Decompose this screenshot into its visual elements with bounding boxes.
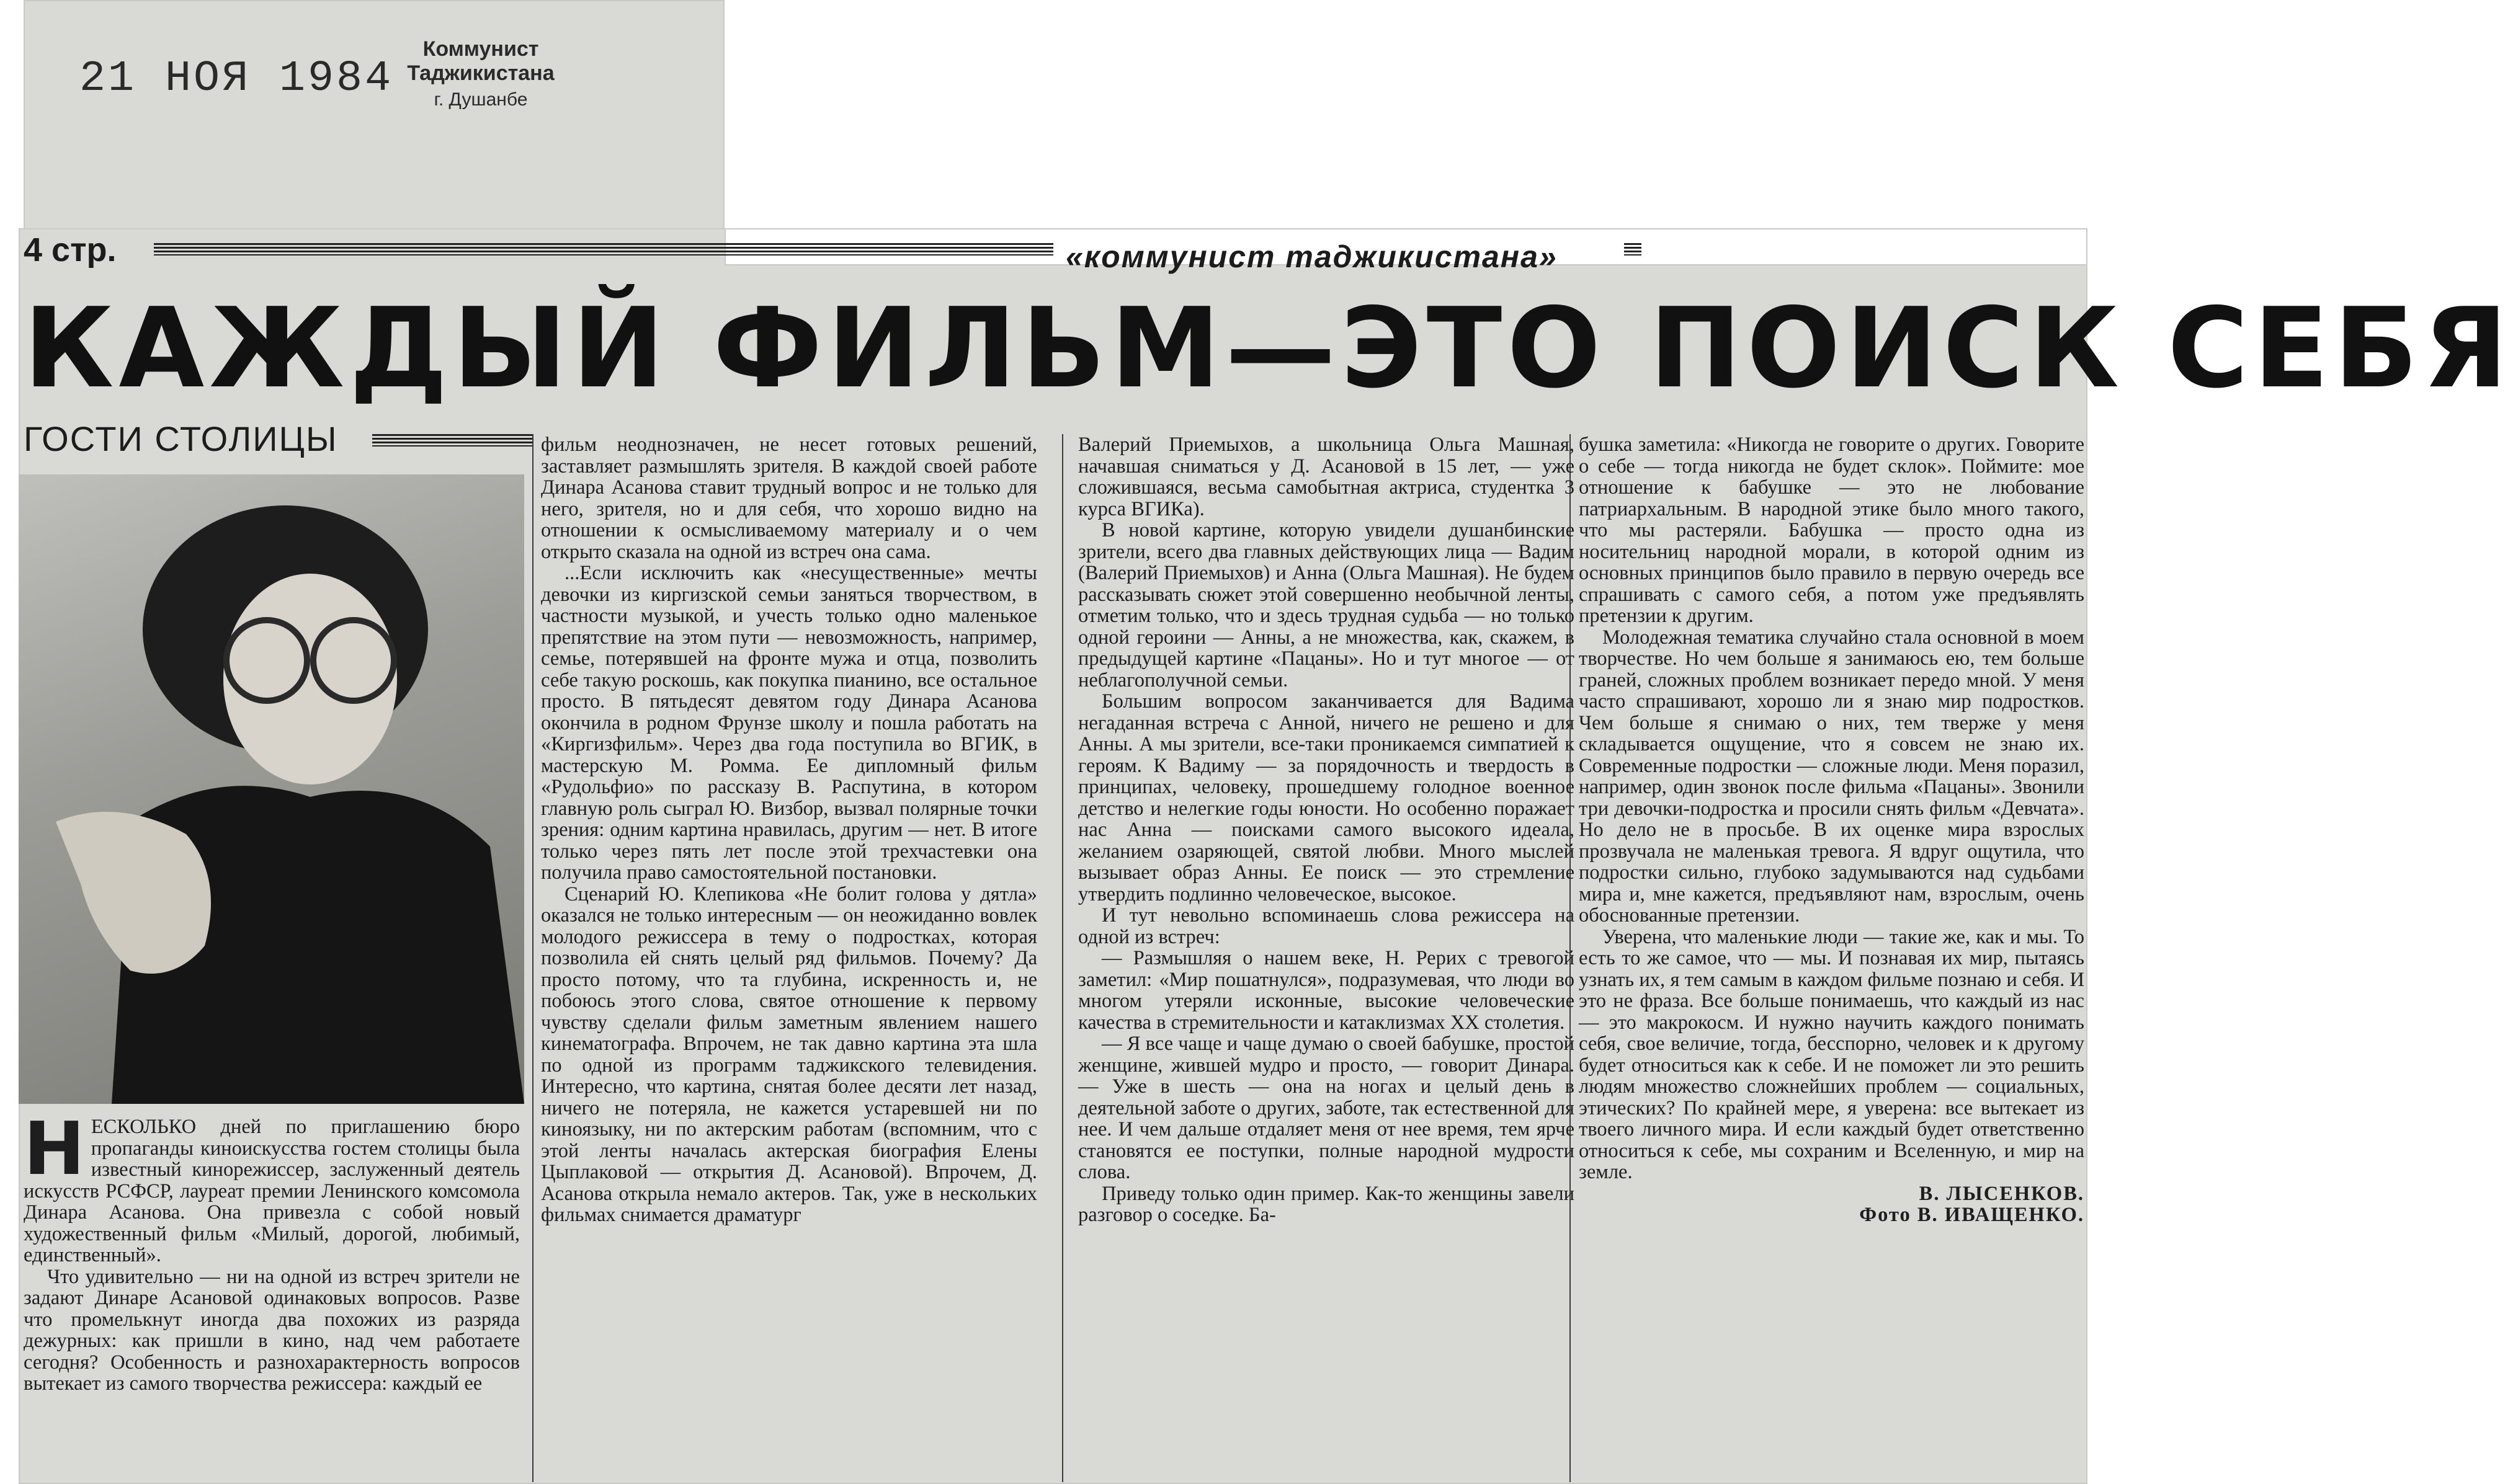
paragraph: Сценарий Ю. Клепикова «Не болит голова у дятла» оказался не только интересным — он неожиданно вовлек молодого режиссера в тему о подростках, которая позволила ей снять целый ряд фильмов. Почему? Да просто потому, что та глубина, искренность и, не побоюсь этого слова, святое отношение к первому чувству сделали фильм заметным явлением нашего кинематографа. Впрочем, не так давно картина эта шла по одной из программ таджикского телевидения. Интересно, что картина, снятая более десяти лет назад, ничего не потеряла, не кажется устаревшей ни по киноязыку, ни по актерским работам (вспомним, что с этой ленты началась актерская биография Елены Цыплаковой — открытия Д. Асановой). Впрочем, Д. Асанова открыла немало актеров. Так, уже в нескольких фильмах снимается драматург (541, 882, 1037, 1226)
paragraph: В новой картине, которую увидели душанбинские зрители, всего два главных действующих лица — Вадим (Валерий Приемыхов) и Анна (Ольга Машная). Не будем рассказывать сюжет этой совершенно необычной ленты, отметим только, что и здесь трудная судьба — но только одной героини — Анны, а не множества, как, скажем, в предыдущей картине «Пацаны». Но и тут многое — от неблагополучной семьи. (1078, 519, 1574, 691)
face-shape (223, 574, 397, 784)
paragraph: И тут невольно вспоминаешь слова режиссера на одной из встреч: (1078, 904, 1574, 948)
column-rule-2 (1062, 434, 1063, 1482)
paragraph: ...Если исключить как «несущественные» мечты девочки из киргизской семьи заняться творчеством, в частности музыкой, и учесть только одно маленькое препятствие на этом пути — невозможность, например, семье, потерявшей на фронте мужа и отца, позволить себе такую роскошь, как покупка пианино, все остальное просто. В пятьдесят девятом году Динара Асанова окончила в родном Фрунзе школу и пошла работать на «Киргизфильм». Через два года поступила во ВГИК, в мастерскую М. Ромма. Ее дипломный фильм «Рудольфио» по рассказу В. Распутина, в котором главную роль сыграл Ю. Визбор, вызвал полярные точки зрения: одним картина нравилась, другим — нет. В итоге только через пять лет после этой трехчастевки она получила право самостоятельной постановки. (541, 562, 1037, 884)
lead-text: ЕСКОЛЬКО дней по приглашению бюро пропаганды киноискусства гостем столицы была известный кинорежиссер, заслуженный деятель искусств РСФСР, лауреат премии Ленинского комсомола Динара Асанова. Она привезла с собой новый художественный фильм «Милый, дорогой, любимый, единственный». (24, 1116, 520, 1266)
column-rule-1 (532, 434, 533, 1482)
paragraph: — Я все чаще и чаще думаю о своей бабушке, простой женщине, жившей мудро и просто, — говорит Динара. — Уже в шесть — она на ногах и целый день в деятельной заботе о других, заботе, так естественной для нее. И чем дальше отдаляет меня от нее время, тем ярче становятся ее поступки, полные народной мудрости слова. (1078, 1033, 1574, 1183)
newspaper-name: «коммунист таджикистана» (1066, 239, 1558, 274)
column-4 (1579, 434, 2084, 1226)
paragraph: Уверена, что маленькие люди — такие же, как и мы. То есть то же самое, что — мы. И познавая их мир, пытаясь узнать их, я тем самым в каждом фильме познаю и себя. И это не фраза. Все больше понимаешь, что каждый из нас — это макрокосм. И нужно научить каждого понимать себя, свое величие, тогда, бесспорно, человек и к другому будет относиться как к себе. И не поможет ли это решить людям множество сложнейших проблем — социальных, этических? По крайней мере, я уверена: все вытекает из твоего личного мира. И если каждый будет ответственно относиться к себе, мы сохраним и Вселенную, и мир на земле. (1579, 925, 2084, 1183)
paragraph: Что удивительно — ни на одной из встреч зрители не задают Динаре Асановой одинаковых вопросов. Разве что промелькнут иногда два похожих из разряда дежурных: как пришли в кино, над чем работаете сегодня? Особенность и разнохарактерность вопросов вытекает из самого творчества режиссера: каждый ее (24, 1265, 520, 1395)
byline-photo: Фото В. ИВАЩЕНКО. (1859, 1204, 2084, 1226)
article-headline: КАЖДЫЙ ФИЛЬМ—ЭТО ПОИСК СЕБЯ (24, 284, 2513, 412)
date-stamp: 21 НОЯ 1984 (79, 55, 394, 104)
portrait-illustration (19, 474, 524, 1104)
paragraph: Молодежная тематика случайно стала основной в моем творчестве. Но чем больше я занимаюсь ею, тем больше граней, сложных проблем возникает передо мной. У меня часто спрашивают, хорошо ли я знаю мир подростков. Чем больше я снимаю о них, тем тверже у меня складывается ощущение, что я совсем не знаю их. Современные подростки — сложные люди. Меня поразил, например, один звонок после фильма «Пацаны». Звонили три девочки-подростка и просили снять фильм «Девчата». Но дело не в просьбе. В их оценке мира взрослых прозвучала не маленькая тревога. Я вдруг ощутила, что подростки сильно, глубоко задумываются над судьбами мира и, мне кажется, предъявляют нам, взрослым, очень обоснованные претензии. (1579, 626, 2084, 926)
paragraph: Валерий Приемыхов, а школьница Ольга Машная, начавшая сниматься у Д. Асановой в 15 лет, — уже сложившаяся, весьма самобытная актриса, студентка 3 курса ВГИКа). (1078, 433, 1574, 520)
column-3 (1078, 434, 1574, 1226)
paragraph: Приведу только один пример. Как-то женщины завели разговор о соседке. Ба- (1078, 1182, 1574, 1226)
paragraph: — Размышляя о нашем веке, Н. Рерих с тревогой заметил: «Мир пошатнулся», подразумевая, что люди во многом утеряли исконные, высокие человеческие качества в стремительности и катаклизмах XX столетия. (1078, 947, 1574, 1034)
paragraph: Большим вопросом заканчивается для Вадима негаданная встреча с Анной, ничего не решено и для Анны. А мы зрители, все-таки проникаемся симпатией к героям. К Вадиму — за порядочность и твердость в принципах, человеку, прошедшему голодное военное детство и нелегкие годы юности. Но особенно поражает нас Анна — поисками самого высокого идеала, желанием озаряющей, святой любви. Много мыслей вызывает образ Анны. Ее поиск — это стремление утвердить подлинно человеческое, высокое. (1078, 690, 1574, 905)
drop-cap: Н (24, 1106, 85, 1191)
stamp-city: г. Душанбе (434, 89, 528, 110)
portrait-photo (19, 474, 524, 1104)
hand-shape (56, 812, 211, 974)
column-2 (541, 434, 1037, 1226)
paragraph: бушка заметила: «Никогда не говорите о других. Говорите о себе — тогда никогда не будет склок». Поймите: мое отношение к бабушке — это не любование патриархальным. В народной этике было много такого, что мы растеряли. Бабушка — просто одна из носительниц народной морали, в которой одним из основных принципов было правило в первую очередь все спрашивать с самого себя, а потом уже предъявлять претензии к другим. (1579, 433, 2084, 627)
header-rule-left (154, 243, 1053, 255)
newspaper-stamp (350, 37, 611, 110)
byline-author: В. ЛЫСЕНКОВ. (1919, 1182, 2084, 1205)
lead-paragraph (24, 1106, 520, 1266)
header-rule-right (1624, 243, 1641, 255)
page-number: 4 стр. (24, 231, 117, 269)
stamp-paper-name: Коммунист Таджикистана (407, 37, 555, 85)
column-1 (24, 1106, 520, 1395)
paragraph: фильм неоднозначен, не несет готовых решений, заставляет размышлять зрителя. В каждой своей работе Динара Асанова ставит трудный вопрос и не только для него, зрителя, но и для себя, что хорошо видно на отношении к осмысливаемому материалу и о чем открыто сказала на одной из встреч она сама. (541, 433, 1037, 563)
rubric-rule (372, 434, 532, 447)
rubric-label: ГОСТИ СТОЛИЦЫ (24, 419, 338, 458)
